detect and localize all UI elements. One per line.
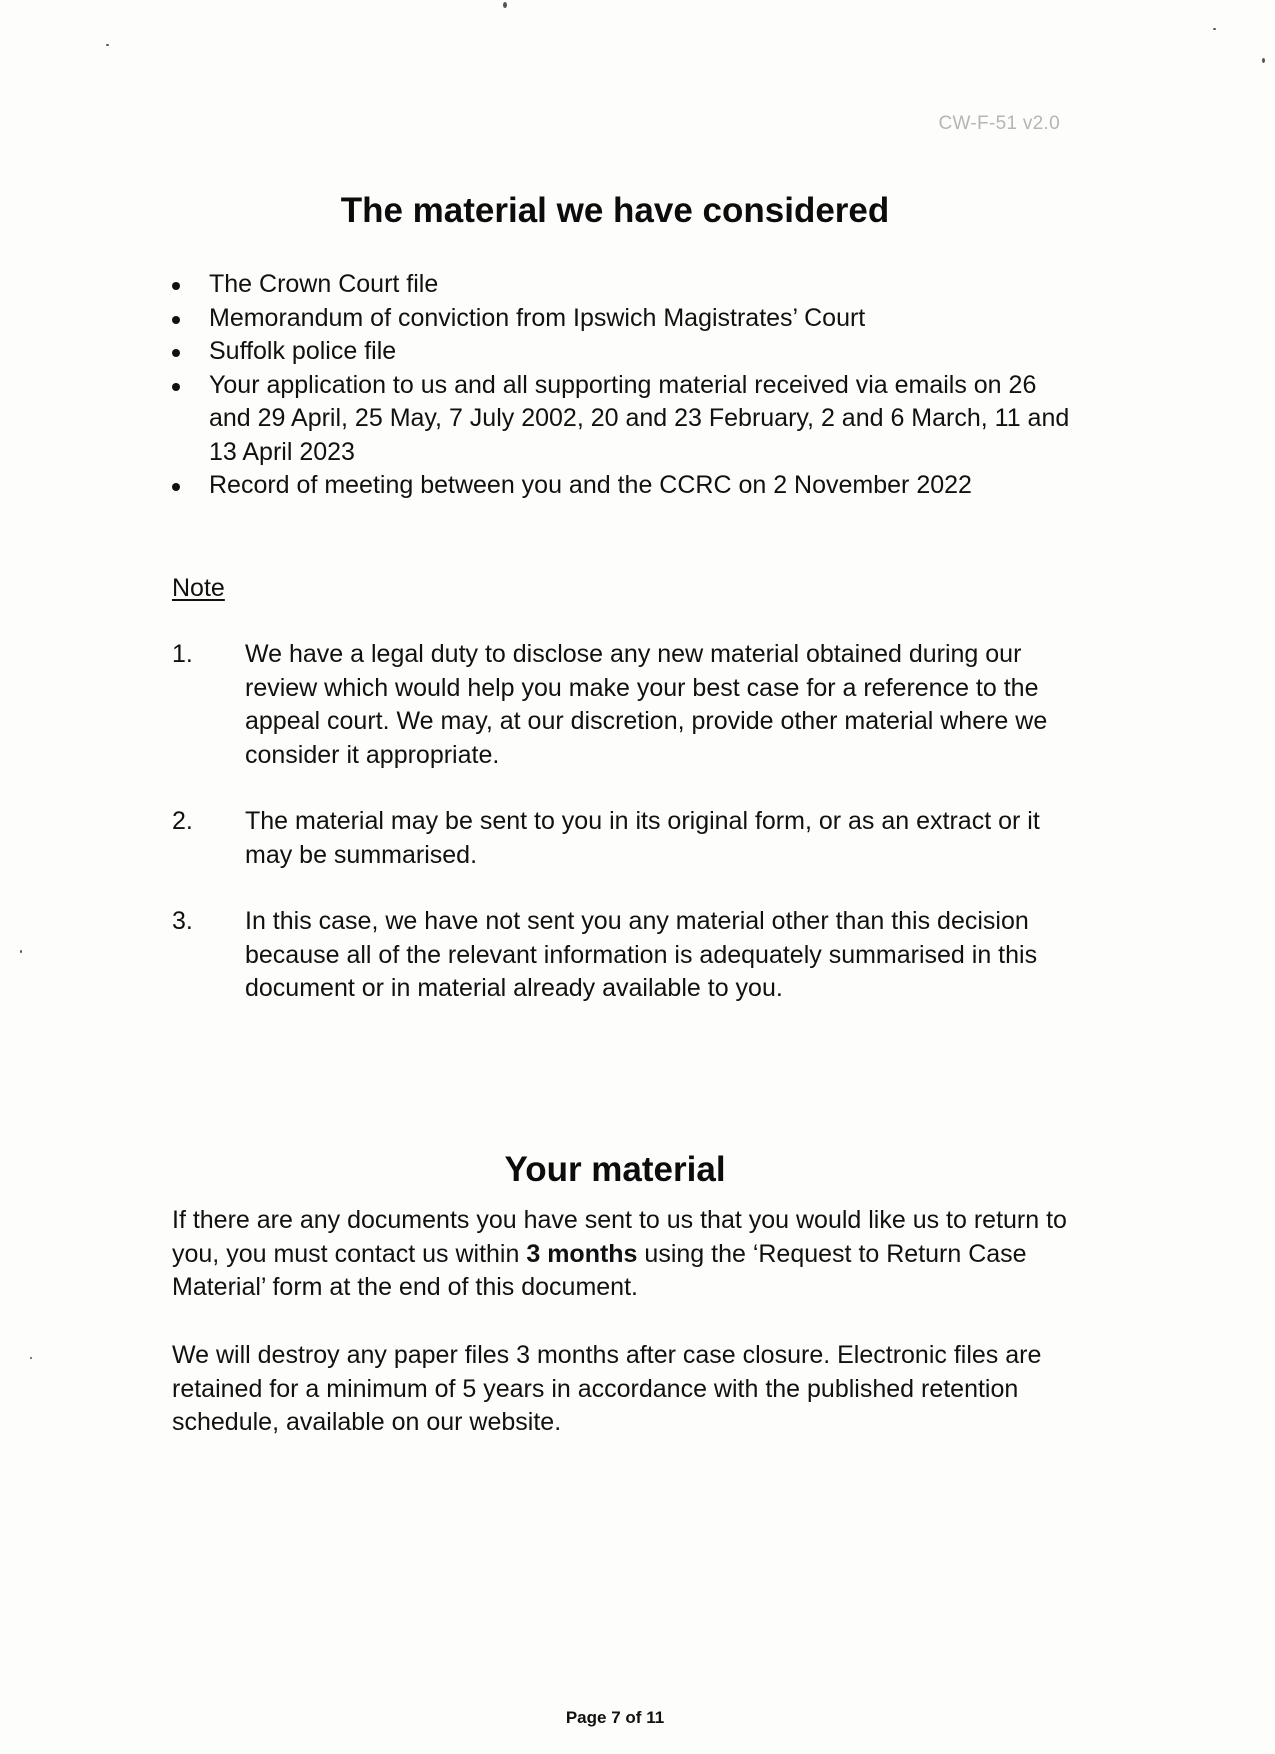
list-item	[172, 335, 1072, 369]
note-text: In this case, we have not sent you any material other than this decision because all of the relevant information is adequately summarised in this document or in material already available to you.	[245, 907, 1038, 1002]
note-number: 3.	[172, 907, 193, 935]
note-text: We have a legal duty to disclose any new material obtained during our review which would help you make your best case for a reference to the appeal court. We may, at our discretion, provide other material where we consider it appropriate.	[245, 640, 1048, 769]
note-number: 1.	[172, 640, 193, 668]
bullet-icon	[172, 349, 180, 357]
current-page-number: 7	[611, 1708, 621, 1727]
note-label: Note	[172, 574, 225, 602]
page-word: Page	[565, 1708, 607, 1727]
page-footer	[0, 1708, 1230, 1728]
scan-speck	[1213, 28, 1216, 30]
scan-speck	[503, 2, 507, 8]
section-heading-your-material: Your material	[504, 1150, 726, 1189]
form-reference: CW-F-51 v2.0	[938, 113, 1060, 134]
paragraph-text: using the ‘Request to Return Case Material’ form at the end of this document.	[172, 1239, 1027, 1301]
scan-speck	[106, 44, 109, 46]
list-item-text: Suffolk police file	[209, 337, 397, 365]
list-item	[172, 302, 1072, 336]
list-item-text: Memorandum of conviction from Ipswich Magistrates’ Court	[209, 303, 866, 332]
paragraph-text: If there are any documents you have sent to us that you would like us to return to you, you must contact us within	[172, 1206, 1067, 1268]
retention-paragraph: We will destroy any paper files 3 months after case closure. Electronic files are retained for a minimum of 5 years in accordance with the published retention schedule, available on our website.	[172, 1341, 1042, 1436]
bullet-icon	[172, 483, 180, 491]
scan-speck	[20, 950, 22, 953]
note-number: 2.	[172, 807, 193, 835]
bullet-icon	[172, 316, 180, 324]
total-pages-number: 11	[646, 1708, 665, 1727]
material-list	[172, 268, 1072, 503]
deadline-emphasis: 3 months	[526, 1239, 638, 1268]
list-item-text: Record of meeting between you and the CCRC on 2 November 2022	[209, 471, 972, 499]
section-heading-material-considered: The material we have considered	[340, 191, 890, 230]
scan-speck	[30, 1357, 32, 1359]
list-item	[172, 369, 1072, 470]
scan-speck	[1262, 58, 1265, 63]
of-word: of	[625, 1708, 642, 1727]
bullet-icon	[172, 282, 180, 290]
note-text: The material may be sent to you in its original form, or as an extract or it may be summarised.	[245, 807, 1040, 869]
return-material-paragraph	[172, 1204, 1072, 1305]
list-item-text: Your application to us and all supporting material received via emails on 26 and 29 April, 25 May, 7 July 2002, 20 and 23 February, 2 and 6 March, 11 and 13 April 2023	[209, 370, 1070, 466]
list-item	[172, 469, 1072, 503]
list-item	[172, 268, 1072, 302]
list-item-text: The Crown Court file	[209, 270, 439, 298]
bullet-icon	[172, 383, 180, 391]
